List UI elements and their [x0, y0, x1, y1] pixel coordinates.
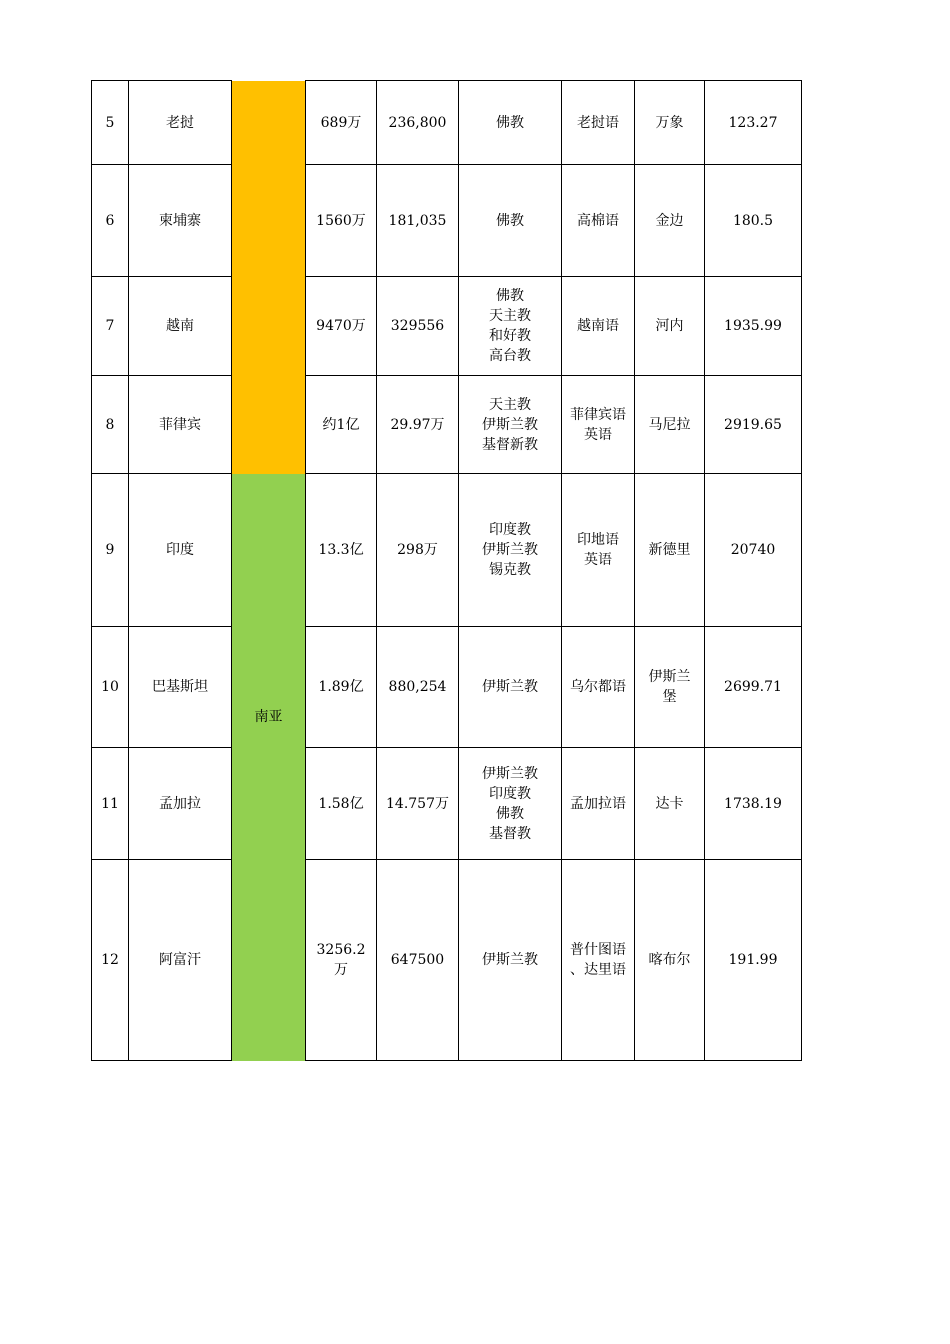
capital-line: 金边 [655, 212, 684, 229]
table-row [92, 474, 802, 627]
capital-cell [635, 277, 705, 376]
row-number: 5 [92, 81, 129, 165]
area-cell: 298万 [377, 474, 459, 627]
region-cell-south-asia [232, 474, 306, 1061]
religion-line: 佛教 [496, 288, 524, 304]
country-cell: 阿富汗 [129, 860, 232, 1061]
religion-cell [459, 474, 562, 627]
row-number: 7 [92, 277, 129, 376]
language-line: 老挝语 [577, 114, 619, 131]
capital-cell [635, 860, 705, 1061]
religion-cell [459, 165, 562, 277]
religion-line: 佛教 [496, 805, 524, 822]
capital-line: 喀布尔 [648, 952, 691, 968]
language-line: 印地语 [577, 532, 619, 548]
language-cell [562, 376, 635, 474]
capital-line: 马尼拉 [648, 416, 691, 433]
language-line: 菲律宾语 [570, 406, 626, 423]
row-number: 6 [92, 165, 129, 277]
row-number: 10 [92, 627, 129, 748]
language-cell [562, 81, 635, 165]
country-cell: 巴基斯坦 [129, 627, 232, 748]
capital-cell [635, 627, 705, 748]
capital-cell [635, 376, 705, 474]
language-cell [562, 277, 635, 376]
religion-line: 天主教 [489, 396, 531, 413]
language-line: 、达里语 [570, 962, 626, 978]
capital-line: 伊斯兰 [648, 669, 691, 685]
language-line: 高棉语 [577, 212, 619, 229]
population-cell: 1.58亿 [306, 748, 377, 860]
religion-line: 佛教 [496, 114, 524, 131]
population-cell: 13.3亿 [306, 474, 377, 627]
religion-line: 伊斯兰教 [482, 416, 538, 433]
language-cell [562, 748, 635, 860]
language-line: 乌尔都语 [570, 679, 626, 695]
table-row [92, 748, 802, 860]
country-cell: 老挝 [129, 81, 232, 165]
capital-line: 河内 [655, 318, 684, 334]
area-cell: 236,800 [377, 81, 459, 165]
table-body [92, 81, 802, 1061]
country-cell: 孟加拉 [129, 748, 232, 860]
religion-line: 印度教 [489, 785, 531, 802]
row-number: 11 [92, 748, 129, 860]
religion-line: 天主教 [489, 308, 531, 324]
religion-cell [459, 748, 562, 860]
capital-cell [635, 748, 705, 860]
area-cell: 181,035 [377, 165, 459, 277]
area-cell: 29.97万 [377, 376, 459, 474]
gdp-cell: 1935.99 [705, 277, 802, 376]
religion-line: 基督新教 [482, 436, 538, 453]
population-cell [306, 860, 377, 1061]
region-label: 南亚 [254, 709, 283, 725]
language-line: 英语 [584, 426, 612, 443]
capital-cell [635, 165, 705, 277]
population-cell: 约1亿 [306, 376, 377, 474]
religion-line: 印度教 [489, 522, 531, 538]
population-cell: 1560万 [306, 165, 377, 277]
gdp-cell: 123.27 [705, 81, 802, 165]
gdp-cell: 1738.19 [705, 748, 802, 860]
population-cell: 9470万 [306, 277, 377, 376]
table-row [92, 277, 802, 376]
language-line: 英语 [584, 552, 612, 568]
language-cell [562, 165, 635, 277]
table-row [92, 376, 802, 474]
gdp-cell: 2699.71 [705, 627, 802, 748]
religion-cell [459, 277, 562, 376]
religion-line: 伊斯兰教 [482, 679, 538, 695]
area-cell: 14.757万 [377, 748, 459, 860]
religion-line: 锡克教 [489, 562, 531, 578]
gdp-cell: 191.99 [705, 860, 802, 1061]
capital-line: 新德里 [648, 542, 691, 558]
religion-cell [459, 81, 562, 165]
area-cell: 880,254 [377, 627, 459, 748]
country-cell: 柬埔寨 [129, 165, 232, 277]
country-cell: 越南 [129, 277, 232, 376]
capital-cell [635, 81, 705, 165]
population-line: 万 [334, 962, 348, 978]
language-line: 越南语 [577, 318, 619, 334]
language-cell [562, 860, 635, 1061]
religion-line: 伊斯兰教 [482, 542, 538, 558]
capital-line: 万象 [655, 114, 684, 131]
country-table [91, 80, 802, 1061]
religion-line: 伊斯兰教 [482, 952, 538, 968]
religion-line: 和好教 [489, 328, 531, 344]
religion-line: 佛教 [496, 212, 524, 229]
table-row [92, 627, 802, 748]
country-cell: 菲律宾 [129, 376, 232, 474]
language-cell [562, 474, 635, 627]
population-cell: 1.89亿 [306, 627, 377, 748]
religion-cell [459, 627, 562, 748]
gdp-cell: 2919.65 [705, 376, 802, 474]
religion-cell [459, 860, 562, 1061]
language-line: 普什图语 [570, 942, 626, 958]
religion-line: 高台教 [489, 348, 531, 364]
gdp-cell: 180.5 [705, 165, 802, 277]
country-cell: 印度 [129, 474, 232, 627]
religion-line: 伊斯兰教 [482, 765, 538, 782]
capital-line: 堡 [662, 689, 677, 705]
gdp-cell: 20740 [705, 474, 802, 627]
religion-cell [459, 376, 562, 474]
religion-line: 基督教 [489, 825, 531, 842]
row-number: 8 [92, 376, 129, 474]
row-number: 12 [92, 860, 129, 1061]
table-row [92, 81, 802, 165]
area-cell: 647500 [377, 860, 459, 1061]
population-cell: 689万 [306, 81, 377, 165]
area-cell: 329556 [377, 277, 459, 376]
region-cell-southeast-asia [232, 81, 306, 474]
row-number: 9 [92, 474, 129, 627]
capital-line: 达卡 [655, 795, 684, 812]
table-row [92, 165, 802, 277]
table-row [92, 860, 802, 1061]
capital-cell [635, 474, 705, 627]
language-cell [562, 627, 635, 748]
population-line: 3256.2 [316, 942, 366, 958]
language-line: 孟加拉语 [570, 795, 626, 812]
